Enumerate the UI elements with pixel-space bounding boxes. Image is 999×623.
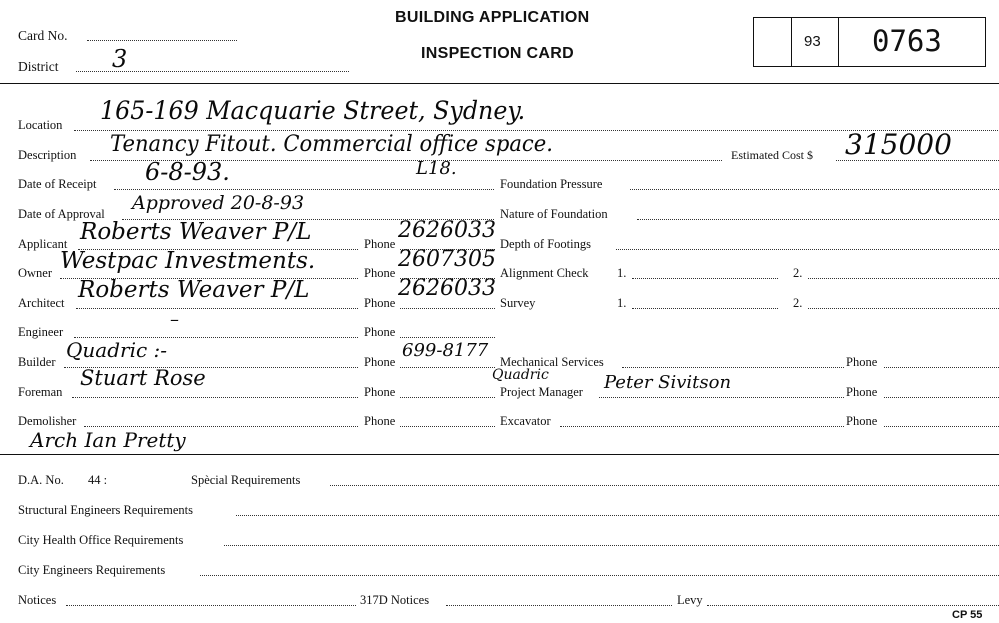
architect-phone-line <box>400 308 495 309</box>
card-no-label: Card No. <box>18 28 68 43</box>
description-value: Tenancy Fitout. Commercial office space. <box>110 132 553 157</box>
architect-phone-label: Phone <box>364 296 396 310</box>
alignment-check-num2: 2. <box>793 266 803 280</box>
excavator-label: Excavator <box>500 414 551 428</box>
structural-engineers-line <box>236 515 999 516</box>
notices-line <box>66 605 356 606</box>
architect-value: Roberts Weaver P/L <box>78 277 310 303</box>
owner-phone-value: 2607305 <box>398 247 496 272</box>
city-health-label: City Health Office Requirements <box>18 533 184 547</box>
survey-label: Survey <box>500 296 536 310</box>
city-health-line <box>224 545 999 546</box>
nature-of-foundation-label: Nature of Foundation <box>500 207 608 221</box>
levy-label: Levy <box>677 593 703 607</box>
engineer-phone-line <box>400 337 495 338</box>
notices-317d-label: 317D Notices <box>360 593 430 607</box>
nature-of-foundation-line <box>637 219 999 220</box>
owner-label: Owner <box>18 266 53 280</box>
district-label: District <box>18 59 59 74</box>
form-code: CP 55 <box>952 609 983 621</box>
survey-num1: 1. <box>617 296 627 310</box>
survey-line2 <box>808 308 999 309</box>
notices-317d-line <box>446 605 672 606</box>
engineer-label: Engineer <box>18 325 64 339</box>
description-label: Description <box>18 148 77 162</box>
builder-label: Builder <box>18 355 56 369</box>
mechanical-services-label: Mechanical Services <box>500 355 604 369</box>
city-engineers-label: City Engineers Requirements <box>18 563 166 577</box>
excavator-phone-line <box>884 426 999 427</box>
box-year: 93 <box>804 33 821 50</box>
box-divider-1 <box>791 17 792 67</box>
date-of-receipt-value: 6-8-93. <box>145 158 230 186</box>
architect-line <box>76 308 358 309</box>
applicant-value: Roberts Weaver P/L <box>80 219 312 245</box>
project-manager-company: Quadric <box>492 367 549 383</box>
project-manager-phone-line <box>884 397 999 398</box>
owner-value: Westpac Investments. <box>60 248 316 274</box>
survey-num2: 2. <box>793 296 803 310</box>
foreman-line <box>72 397 358 398</box>
owner-phone-label: Phone <box>364 266 396 280</box>
applicant-phone-value: 2626033 <box>398 218 496 243</box>
foreman-phone-label: Phone <box>364 385 396 399</box>
da-no-value: 44 : <box>88 473 108 487</box>
alignment-check-label: Alignment Check <box>500 266 589 280</box>
mechanical-services-phone-label: Phone <box>846 355 878 369</box>
foreman-label: Foreman <box>18 385 63 399</box>
box-number: 0763 <box>872 24 942 58</box>
survey-line1 <box>632 308 778 309</box>
foundation-pressure-label: Foundation Pressure <box>500 177 603 191</box>
annotation-l18: L18. <box>416 158 457 179</box>
da-no-label: D.A. No. <box>18 473 64 487</box>
excavator-line <box>560 426 844 427</box>
project-manager-phone-label: Phone <box>846 385 878 399</box>
district-value: 3 <box>112 45 128 73</box>
header-rule <box>0 83 999 84</box>
project-manager-line <box>599 397 844 398</box>
depth-of-footings-line <box>616 249 999 250</box>
special-requirements-line <box>330 485 999 486</box>
structural-engineers-label: Structural Engineers Requirements <box>18 503 193 517</box>
alignment-check-line1 <box>632 278 778 279</box>
special-requirements-label: Spècial Requirements <box>191 473 301 487</box>
builder-phone-line <box>400 367 495 368</box>
mechanical-services-line <box>622 367 844 368</box>
date-of-approval-value: Approved 20-8-93 <box>132 192 305 214</box>
depth-of-footings-label: Depth of Footings <box>500 237 591 251</box>
location-label: Location <box>18 118 63 132</box>
card-title-line2: INSPECTION CARD <box>421 45 574 62</box>
box-divider-2 <box>838 17 839 67</box>
levy-line <box>707 605 999 606</box>
foundation-pressure-line <box>630 189 999 190</box>
builder-phone-label: Phone <box>364 355 396 369</box>
middle-rule <box>0 454 999 455</box>
demolisher-line <box>84 426 358 427</box>
builder-phone-value: 699-8177 <box>402 340 489 361</box>
builder-value: Quadric :- <box>66 338 168 362</box>
engineer-phone-label: Phone <box>364 325 396 339</box>
card-title-line1: BUILDING APPLICATION <box>395 9 590 26</box>
location-value: 165-169 Macquarie Street, Sydney. <box>100 96 526 125</box>
demolisher-phone-line <box>400 426 495 427</box>
foreman-value: Stuart Rose <box>80 366 206 390</box>
city-engineers-line <box>200 575 999 576</box>
applicant-phone-label: Phone <box>364 237 396 251</box>
excavator-phone-label: Phone <box>846 414 878 428</box>
demolisher-value: Arch Ian Pretty <box>30 428 186 452</box>
estimated-cost-label: Estimated Cost $ <box>731 148 813 162</box>
card-no-line <box>87 40 237 41</box>
foreman-phone-line <box>400 397 495 398</box>
demolisher-label: Demolisher <box>18 414 77 428</box>
project-manager-value: Peter Sivitson <box>604 372 732 393</box>
notices-label: Notices <box>18 593 57 607</box>
card-number-box <box>753 17 986 67</box>
mechanical-services-phone-line <box>884 367 999 368</box>
date-of-receipt-line <box>114 189 494 190</box>
alignment-check-num1: 1. <box>617 266 627 280</box>
architect-phone-value: 2626033 <box>398 276 496 301</box>
applicant-label: Applicant <box>18 237 68 251</box>
alignment-check-line2 <box>808 278 999 279</box>
estimated-cost-value: 315000 <box>845 128 952 161</box>
date-of-approval-label: Date of Approval <box>18 207 105 221</box>
project-manager-label: Project Manager <box>500 385 583 399</box>
engineer-value: – <box>170 309 179 330</box>
demolisher-phone-label: Phone <box>364 414 396 428</box>
date-of-receipt-label: Date of Receipt <box>18 177 97 191</box>
architect-label: Architect <box>18 296 65 310</box>
